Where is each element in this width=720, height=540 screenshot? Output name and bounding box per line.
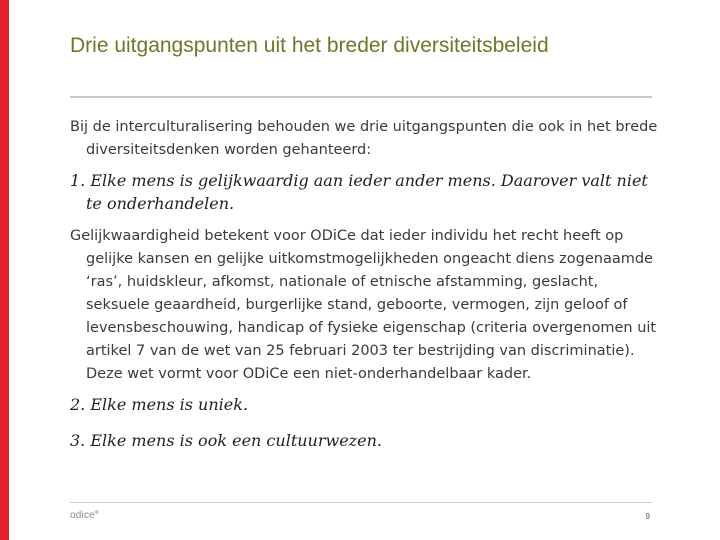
slide-title: Drie uitgangspunten uit het breder diversiteitsbeleid [70,34,549,57]
principle-3: 3. Elke mens is ook een cultuurwezen. [70,431,382,450]
slide-body [70,116,660,462]
explanation-paragraph: Gelijkwaardigheid betekent voor ODiCe dat ieder individu het recht heeft op gelijke kansen en gelijke uitkomstmogelijkheden ongeacht diens zogenaamde ‘ras’, huidskleur, afkomst, nationale of etnische afstamming, geslacht, seksuele geaardheid, burgerlijke stand, geboorte, vermogen, zijn geloof of levensbeschouwing, handicap of fysieke eigenschap (criteria overgenomen uit artikel 7 van de wet van 25 februari 2003 ter bestrijding van discriminatie). Deze wet vormt voor ODiCe een niet-onderhandelbaar kader. [70,228,657,382]
logo-text: odice [70,510,95,521]
logo-mark: ° [94,510,100,521]
footer-divider [70,502,652,503]
intro-paragraph: Bij de interculturalisering behouden we drie uitgangspunten die ook in het brede diversiteitsdenken worden gehanteerd: [70,119,658,158]
principle-1: 1. Elke mens is gelijkwaardig aan ieder ander mens. Daarover valt niet te onderhandelen. [70,171,648,213]
left-accent-bar [0,0,9,540]
principle-2: 2. Elke mens is uniek. [70,395,249,414]
page-number: 9 [645,512,650,521]
odice-logo [70,510,99,521]
title-divider [70,96,652,98]
